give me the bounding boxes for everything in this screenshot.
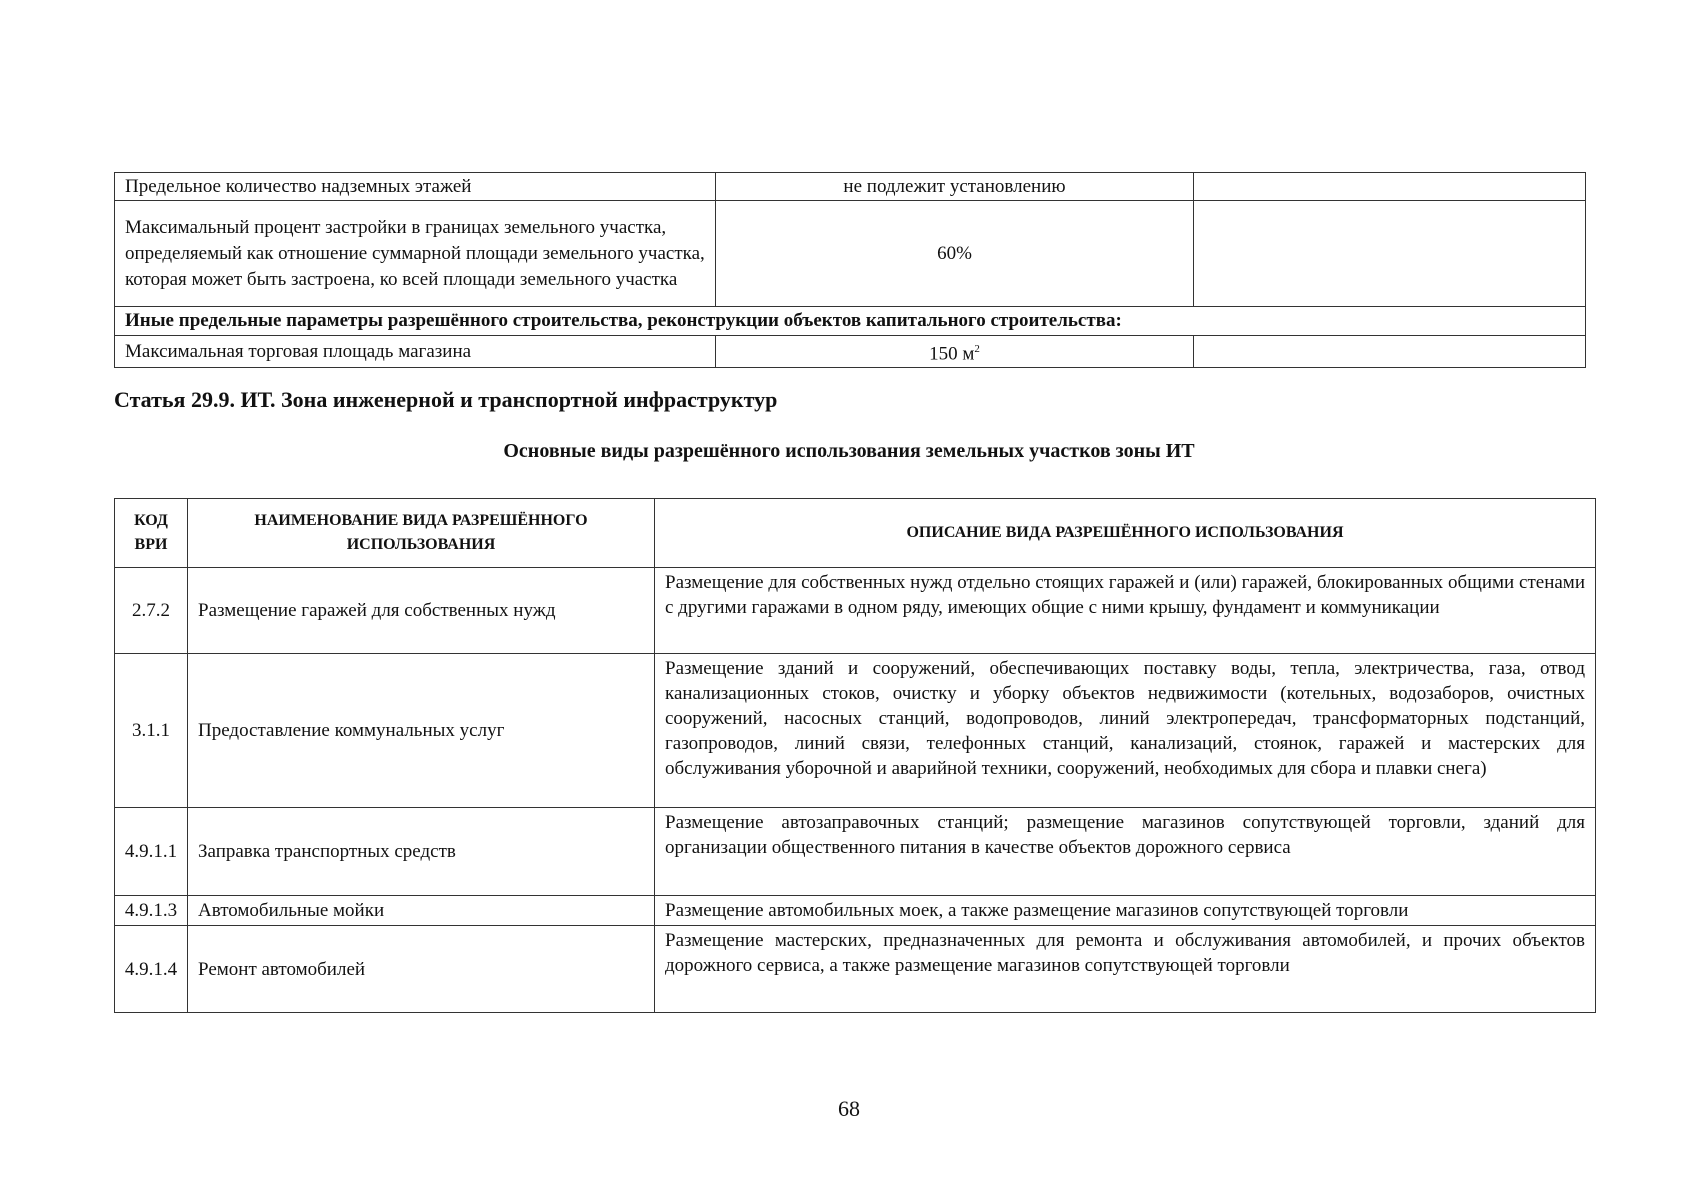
table-row bbox=[115, 926, 1596, 1013]
table-row bbox=[115, 173, 1586, 201]
param-note bbox=[1194, 201, 1586, 307]
table-row bbox=[115, 808, 1596, 896]
params-table bbox=[114, 172, 1586, 368]
param-value: 60% bbox=[716, 201, 1194, 307]
table-subheader-row bbox=[115, 307, 1586, 336]
use-name: Размещение гаражей для собственных нужд bbox=[188, 568, 655, 654]
use-name: Автомобильные мойки bbox=[188, 896, 655, 926]
use-description: Размещение мастерских, предназначенных для ремонта и обслуживания автомобилей, и прочих объектов дорожного сервиса, а также размещение магазинов сопутствующей торговли bbox=[655, 926, 1596, 1013]
table-row bbox=[115, 896, 1596, 926]
use-code: 3.1.1 bbox=[115, 654, 188, 808]
param-note bbox=[1194, 336, 1586, 368]
use-code: 2.7.2 bbox=[115, 568, 188, 654]
param-label: Максимальный процент застройки в границах земельного участка, определяемый как отношение суммарной площади земельного участка, которая может быть застроена, ко всей площади земельного участка bbox=[115, 201, 716, 307]
header-description: ОПИСАНИЕ ВИДА РАЗРЕШЁННОГО ИСПОЛЬЗОВАНИЯ bbox=[655, 499, 1596, 568]
use-description: Размещение зданий и сооружений, обеспечивающих поставку воды, тепла, электричества, газа, отвод канализационных стоков, очистку и уборку объектов недвижимости (котельных, водозаборов, очистных сооружений, насосных станций, водопроводов, линий электропередач, трансформаторных подстанций, газопроводов, линий связи, телефонных станций, канализаций, стоянок, гаражей и мастерских для обслуживания уборочной и аварийной техники, сооружений, необходимых для сбора и плавки снега) bbox=[655, 654, 1596, 808]
article-title: Статья 29.9. ИТ. Зона инженерной и транспортной инфраструктур bbox=[114, 387, 778, 412]
use-name: Предоставление коммунальных услуг bbox=[188, 654, 655, 808]
table-header-row bbox=[115, 499, 1596, 568]
page-number: 68 bbox=[838, 1096, 860, 1121]
use-description: Размещение автозаправочных станций; размещение магазинов сопутствующей торговли, зданий для организации общественного питания в качестве объектов дорожного сервиса bbox=[655, 808, 1596, 896]
header-name: НАИМЕНОВАНИЕ ВИДА РАЗРЕШЁННОГО ИСПОЛЬЗОВАНИЯ bbox=[188, 499, 655, 568]
params-subheader: Иные предельные параметры разрешённого строительства, реконструкции объектов капитального строительства: bbox=[115, 307, 1586, 336]
use-code: 4.9.1.4 bbox=[115, 926, 188, 1013]
param-value-text: 150 м bbox=[929, 343, 975, 365]
use-code: 4.9.1.1 bbox=[115, 808, 188, 896]
section-title: Основные виды разрешённого использования земельных участков зоны ИТ bbox=[503, 440, 1195, 462]
param-value bbox=[716, 336, 1194, 368]
use-code: 4.9.1.3 bbox=[115, 896, 188, 926]
use-name: Заправка транспортных средств bbox=[188, 808, 655, 896]
table-row bbox=[115, 654, 1596, 808]
use-description: Размещение автомобильных моек, а также размещение магазинов сопутствующей торговли bbox=[655, 896, 1596, 926]
use-description: Размещение для собственных нужд отдельно стоящих гаражей и (или) гаражей, блокированных общими стенами с другими гаражами в одном ряду, имеющих общие с ними крышу, фундамент и коммуникации bbox=[655, 568, 1596, 654]
table-row bbox=[115, 568, 1596, 654]
param-label: Предельное количество надземных этажей bbox=[115, 173, 716, 201]
param-value: не подлежит установлению bbox=[716, 173, 1194, 201]
header-code: КОД ВРИ bbox=[115, 499, 188, 568]
table-row bbox=[115, 336, 1586, 368]
table-row bbox=[115, 201, 1586, 307]
use-name: Ремонт автомобилей bbox=[188, 926, 655, 1013]
param-value-sup: 2 bbox=[974, 343, 980, 355]
land-use-table bbox=[114, 498, 1596, 1013]
param-label: Максимальная торговая площадь магазина bbox=[115, 336, 716, 368]
param-note bbox=[1194, 173, 1586, 201]
